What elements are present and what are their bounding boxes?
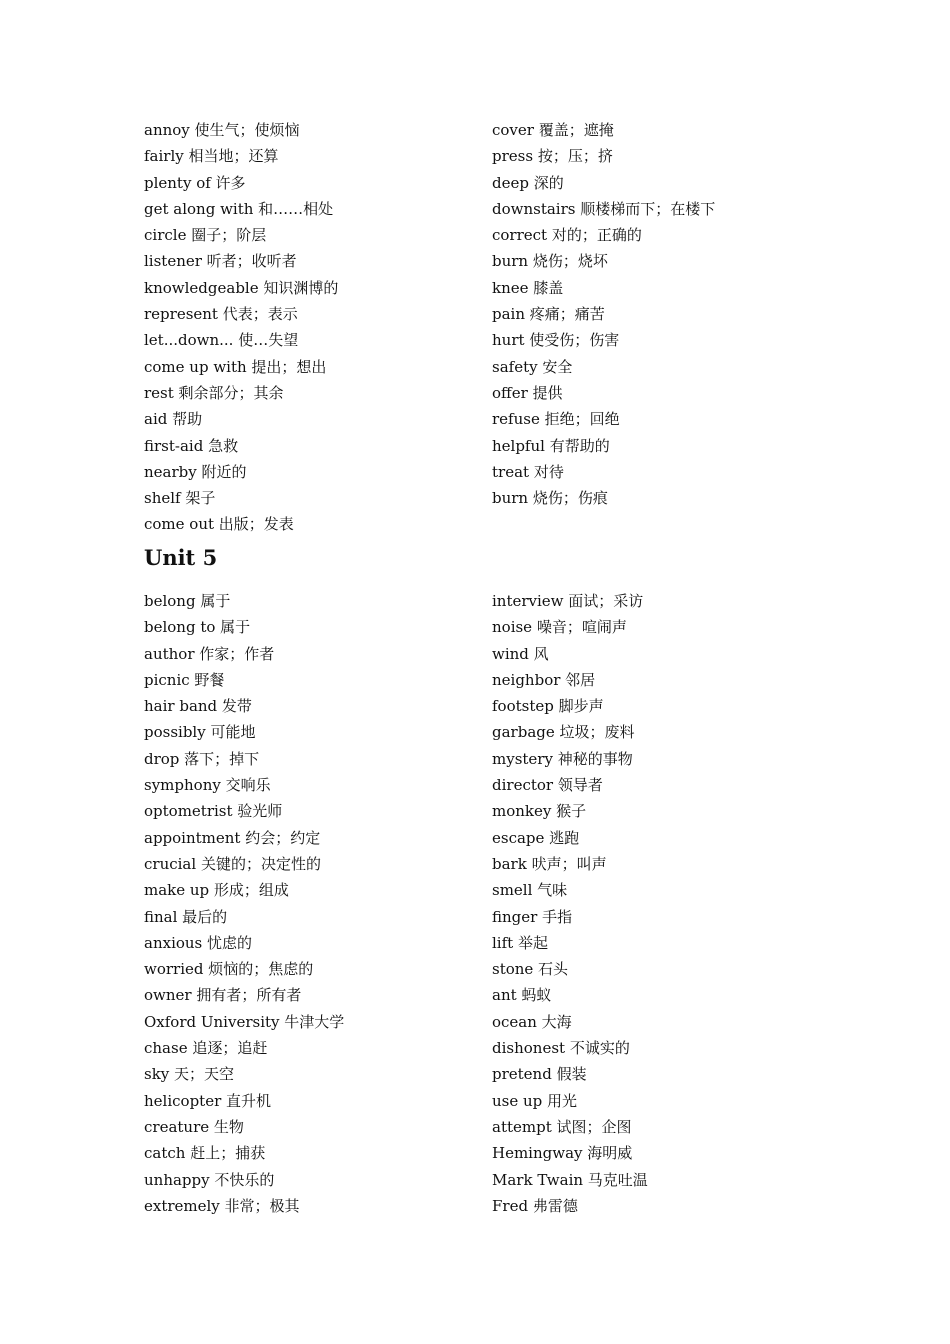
vocab-item: escape 逃跑 [492,828,580,847]
vocab-item: annoy 使生气；使烦恼 [144,121,300,139]
vocab-item: deep 深的 [492,173,564,192]
vocab-item: owner 拥有者；所有者 [144,986,302,1005]
vocab-item: neighbor 邻居 [492,670,596,689]
vocab-item: noise 噪音；喧闹声 [492,618,627,637]
vocab-item: dishonest 不诚实的 [492,1039,630,1058]
vocab-item: helpful 有帮助的 [492,436,610,455]
vocab-item: belong 属于 [144,592,231,610]
vocab-item: shelf 架子 [144,489,216,508]
vocab-item: author 作家；作者 [144,644,275,663]
vocab-item: lift 举起 [492,933,548,952]
vocab-item: listener 听者；收听者 [144,252,297,271]
vocab-item: Mark Twain 马克吐温 [492,1170,648,1189]
vocab-list-section2-left [144,588,344,1219]
vocab-item: get along with 和……相处 [144,199,334,218]
vocab-item: offer 提供 [492,383,563,402]
vocab-item: Fred 弗雷德 [492,1196,578,1215]
vocab-item: sky 天；天空 [144,1065,235,1084]
vocab-item: finger 手指 [492,907,573,926]
vocab-item: wind 风 [492,644,549,663]
vocab-item: anxious 忧虑的 [144,933,253,952]
vocab-item: crucial 关键的；决定性的 [144,854,321,873]
vocab-item: final 最后的 [144,907,228,926]
vocab-item: burn 烧伤；伤痕 [492,489,608,508]
vocab-item: monkey 猴子 [492,802,587,821]
vocab-item: make up 形成；组成 [144,881,289,900]
vocab-item: belong to 属于 [144,618,251,637]
vocab-item: optometrist 验光师 [144,802,283,821]
unit-heading: Unit 5 [144,545,218,570]
vocab-item: chase 追逐；追赶 [144,1039,268,1058]
vocab-item: come up with 提出；想出 [144,357,327,376]
vocab-item: footstep 脚步声 [492,697,604,716]
vocab-item: pain 疼痛；痛苦 [492,305,605,324]
vocab-item: Hemingway 海明威 [492,1144,633,1163]
vocab-item: pretend 假装 [492,1065,587,1084]
vocab-item: smell 气味 [492,881,568,900]
vocab-item: garbage 垃圾；废料 [492,723,635,742]
vocab-item: first-aid 急救 [144,436,239,455]
vocab-item: press 按；压；挤 [492,147,613,166]
vocab-item: ocean 大海 [492,1012,572,1031]
vocab-item: plenty of 许多 [144,173,246,192]
vocab-item: nearby 附近的 [144,462,247,481]
vocab-item: helicopter 直升机 [144,1091,272,1110]
vocab-item: ant 蚂蚁 [492,986,552,1005]
vocab-item: treat 对待 [492,462,564,481]
vocab-item: worried 烦恼的；焦虑的 [144,960,314,979]
vocab-item: knee 膝盖 [492,278,564,297]
vocab-item: picnic 野餐 [144,670,225,689]
vocab-item: drop 落下；掉下 [144,749,260,768]
vocab-item: mystery 神秘的事物 [492,749,633,768]
vocab-item: cover 覆盖；遮掩 [492,121,614,139]
vocab-item: hair band 发带 [144,697,252,716]
vocab-list-section1-left [144,117,338,538]
vocab-item: bark 吠声；叫声 [492,854,607,873]
vocab-list-section1-right [492,117,715,511]
vocab-item: interview 面试；采访 [492,592,644,610]
vocab-item: creature 生物 [144,1117,244,1136]
vocab-item: burn 烧伤；烧坏 [492,252,608,271]
vocab-item: possibly 可能地 [144,723,256,742]
vocab-item: come out 出版；发表 [144,515,294,534]
vocab-item: aid 帮助 [144,410,203,429]
vocab-item: let...down... 使…失望 [144,331,299,350]
vocab-item: rest 剩余部分；其余 [144,383,284,402]
vocab-item: use up 用光 [492,1091,578,1110]
vocab-item: attempt 试图；企图 [492,1117,632,1136]
vocab-item: circle 圈子；阶层 [144,226,267,245]
vocab-item: stone 石头 [492,960,569,979]
vocab-item: hurt 使受伤；伤害 [492,331,620,350]
vocab-item: symphony 交响乐 [144,776,271,795]
vocab-item: director 领导者 [492,776,603,795]
vocab-item: fairly 相当地；还算 [144,147,279,166]
vocab-item: safety 安全 [492,357,573,376]
vocab-item: Oxford University 牛津大学 [144,1012,345,1031]
vocab-item: knowledgeable 知识渊博的 [144,278,339,297]
vocab-item: represent 代表；表示 [144,305,298,324]
vocab-item: appointment 约会；约定 [144,828,321,847]
vocab-item: catch 赶上；捕获 [144,1144,266,1163]
vocab-item: extremely 非常；极其 [144,1196,300,1215]
vocab-item: correct 对的；正确的 [492,226,642,245]
vocab-list-section2-right [492,588,648,1219]
vocab-item: unhappy 不快乐的 [144,1170,275,1189]
vocab-item: downstairs 顺楼梯而下；在楼下 [492,199,716,218]
vocab-item: refuse 拒绝；回绝 [492,410,620,429]
